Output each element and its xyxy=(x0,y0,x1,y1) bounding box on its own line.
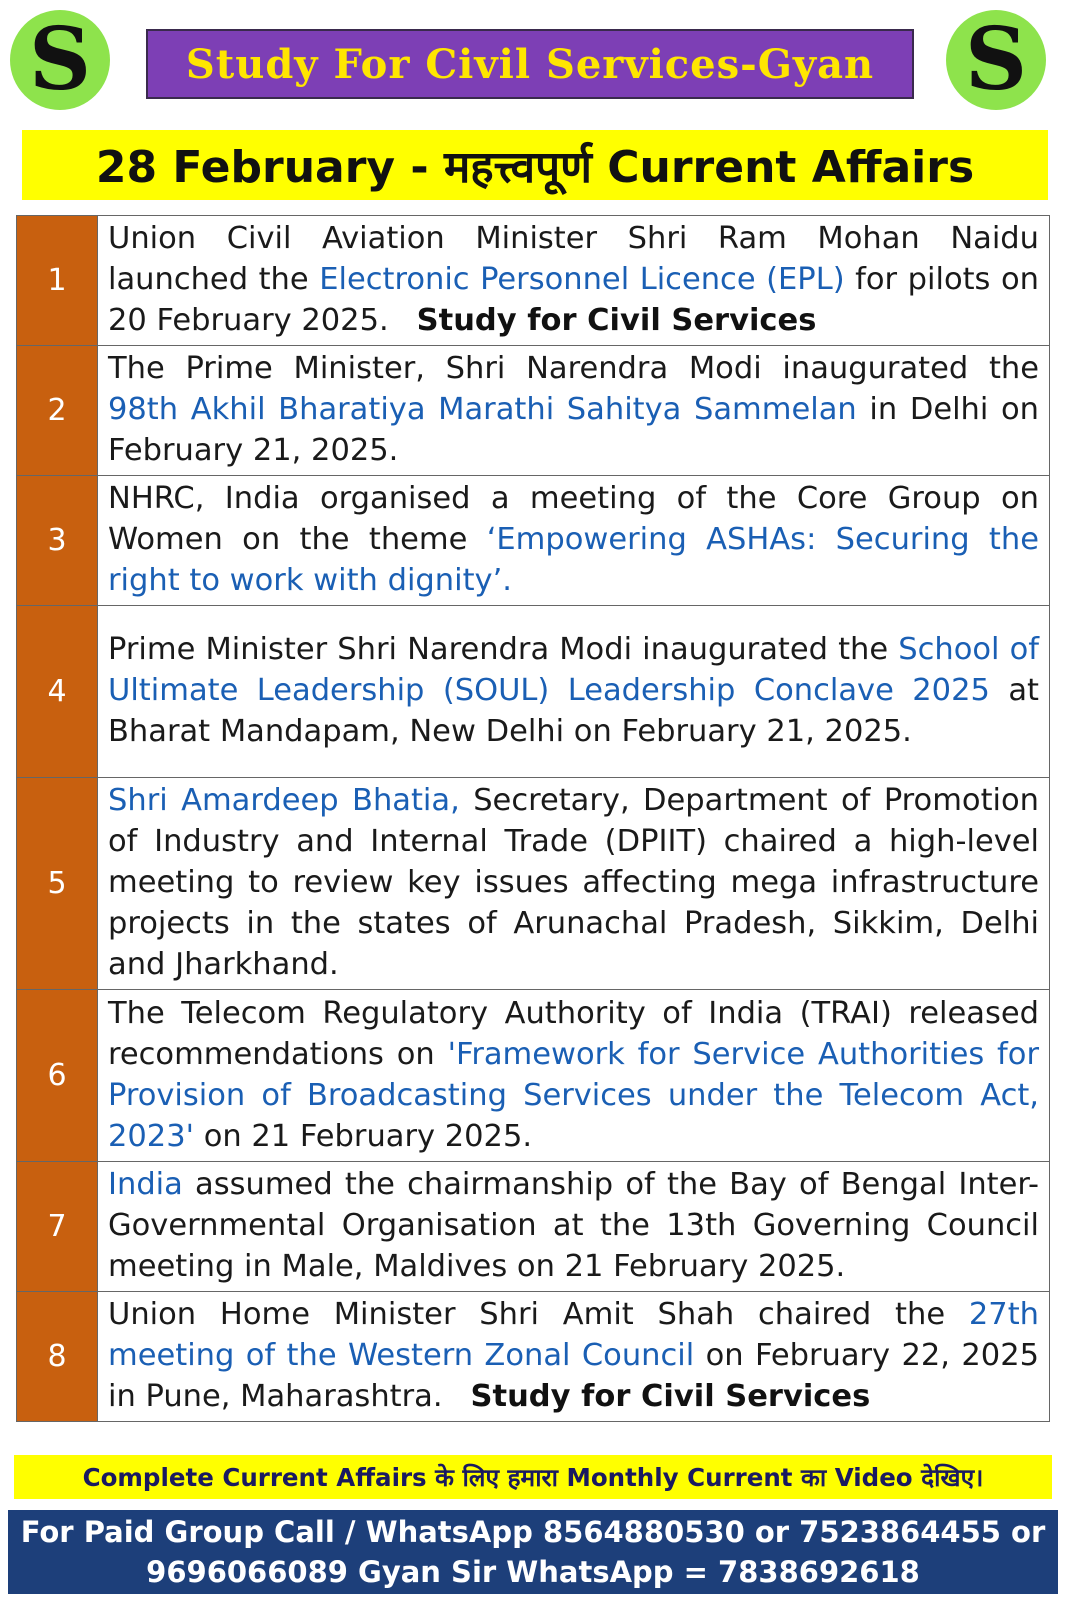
table-row xyxy=(17,346,1050,476)
row-text: NHRC, India organised a meeting of the Core Group on Women on the theme ‘Empowering ASHAs: Securing the right to work with dignity’. xyxy=(98,476,1050,606)
footer-line-1: For Paid Group Call / WhatsApp 8564880530 or 7523864455 or xyxy=(20,1515,1046,1549)
row-number: 6 xyxy=(17,990,98,1162)
footer-line-2: 9696066089 Gyan Sir WhatsApp = 7838692618 xyxy=(146,1555,920,1589)
video-banner: Complete Current Affairs के लिए हमारा Monthly Current का Video देखिए। xyxy=(14,1455,1052,1499)
table-row xyxy=(17,990,1050,1162)
contact-footer xyxy=(8,1510,1058,1594)
table-row xyxy=(17,778,1050,990)
brand-title: Study For Civil Services-Gyan xyxy=(146,29,914,99)
highlight-text: 27th meeting of the Western Zonal Council xyxy=(108,1297,1039,1373)
highlight-text: School of Ultimate Leadership (SOUL) Leadership Conclave 2025 xyxy=(108,632,1039,708)
watermark-tag: Study for Civil Services xyxy=(416,303,817,338)
highlight-text: 98th Akhil Bharatiya Marathi Sahitya Sammelan xyxy=(108,392,857,427)
row-text: India assumed the chairmanship of the Bay of Bengal Inter-Governmental Organisation at the 13th Governing Council meeting in Male, Maldives on 21 February 2025. xyxy=(98,1162,1050,1292)
logo-letter: S xyxy=(28,9,92,110)
row-text: The Telecom Regulatory Authority of India (TRAI) released recommendations on 'Framework for Service Authorities for Provision of Broadcasting Services under the Telecom Act, 2023' on 21 February 2025. xyxy=(98,990,1050,1162)
row-number: 2 xyxy=(17,346,98,476)
row-number: 4 xyxy=(17,606,98,778)
table-row xyxy=(17,606,1050,778)
table-row xyxy=(17,1162,1050,1292)
highlight-text: Electronic Personnel Licence (EPL) xyxy=(319,262,845,297)
row-text: Union Civil Aviation Minister Shri Ram Mohan Naidu launched the Electronic Personnel Licence (EPL) for pilots on 20 February 2025. Study for Civil Services xyxy=(98,216,1050,346)
row-number: 8 xyxy=(17,1292,98,1422)
row-text: Prime Minister Shri Narendra Modi inaugurated the School of Ultimate Leadership (SOUL) Leadership Conclave 2025 at Bharat Mandapam, New Delhi on February 21, 2025. xyxy=(98,606,1050,778)
table-row xyxy=(17,476,1050,606)
logo-letter: S xyxy=(964,9,1028,110)
row-number: 3 xyxy=(17,476,98,606)
row-number: 1 xyxy=(17,216,98,346)
highlight-text: 'Framework for Service Authorities for Provision of Broadcasting Services under the Telecom Act, 2023' xyxy=(108,1036,1039,1154)
table-row xyxy=(17,1292,1050,1422)
table-row xyxy=(17,216,1050,346)
row-text: Union Home Minister Shri Amit Shah chaired the 27th meeting of the Western Zonal Council on February 22, 2025 in Pune, Maharashtra. Study for Civil Services xyxy=(98,1292,1050,1422)
highlight-text: India xyxy=(108,1167,183,1202)
row-number: 7 xyxy=(17,1162,98,1292)
row-text: Shri Amardeep Bhatia, Secretary, Department of Promotion of Industry and Internal Trade (DPIIT) chaired a high-level meeting to review key issues affecting mega infrastructure projects in the states of Arunachal Pradesh, Sikkim, Delhi and Jharkhand. xyxy=(98,778,1050,990)
logo-left xyxy=(10,10,110,110)
row-number: 5 xyxy=(17,778,98,990)
watermark-tag: Study for Civil Services xyxy=(470,1379,871,1414)
highlight-text: Shri Amardeep Bhatia, xyxy=(108,783,460,818)
current-affairs-table xyxy=(16,215,1050,1422)
logo-right xyxy=(946,10,1046,110)
page-title: 28 February - महत्त्वपूर्ण Current Affairs xyxy=(22,130,1048,200)
row-text: The Prime Minister, Shri Narendra Modi inaugurated the 98th Akhil Bharatiya Marathi Sahitya Sammelan in Delhi on February 21, 2025. xyxy=(98,346,1050,476)
highlight-text: ‘Empowering ASHAs: Securing the right to work with dignity’. xyxy=(108,522,1039,598)
